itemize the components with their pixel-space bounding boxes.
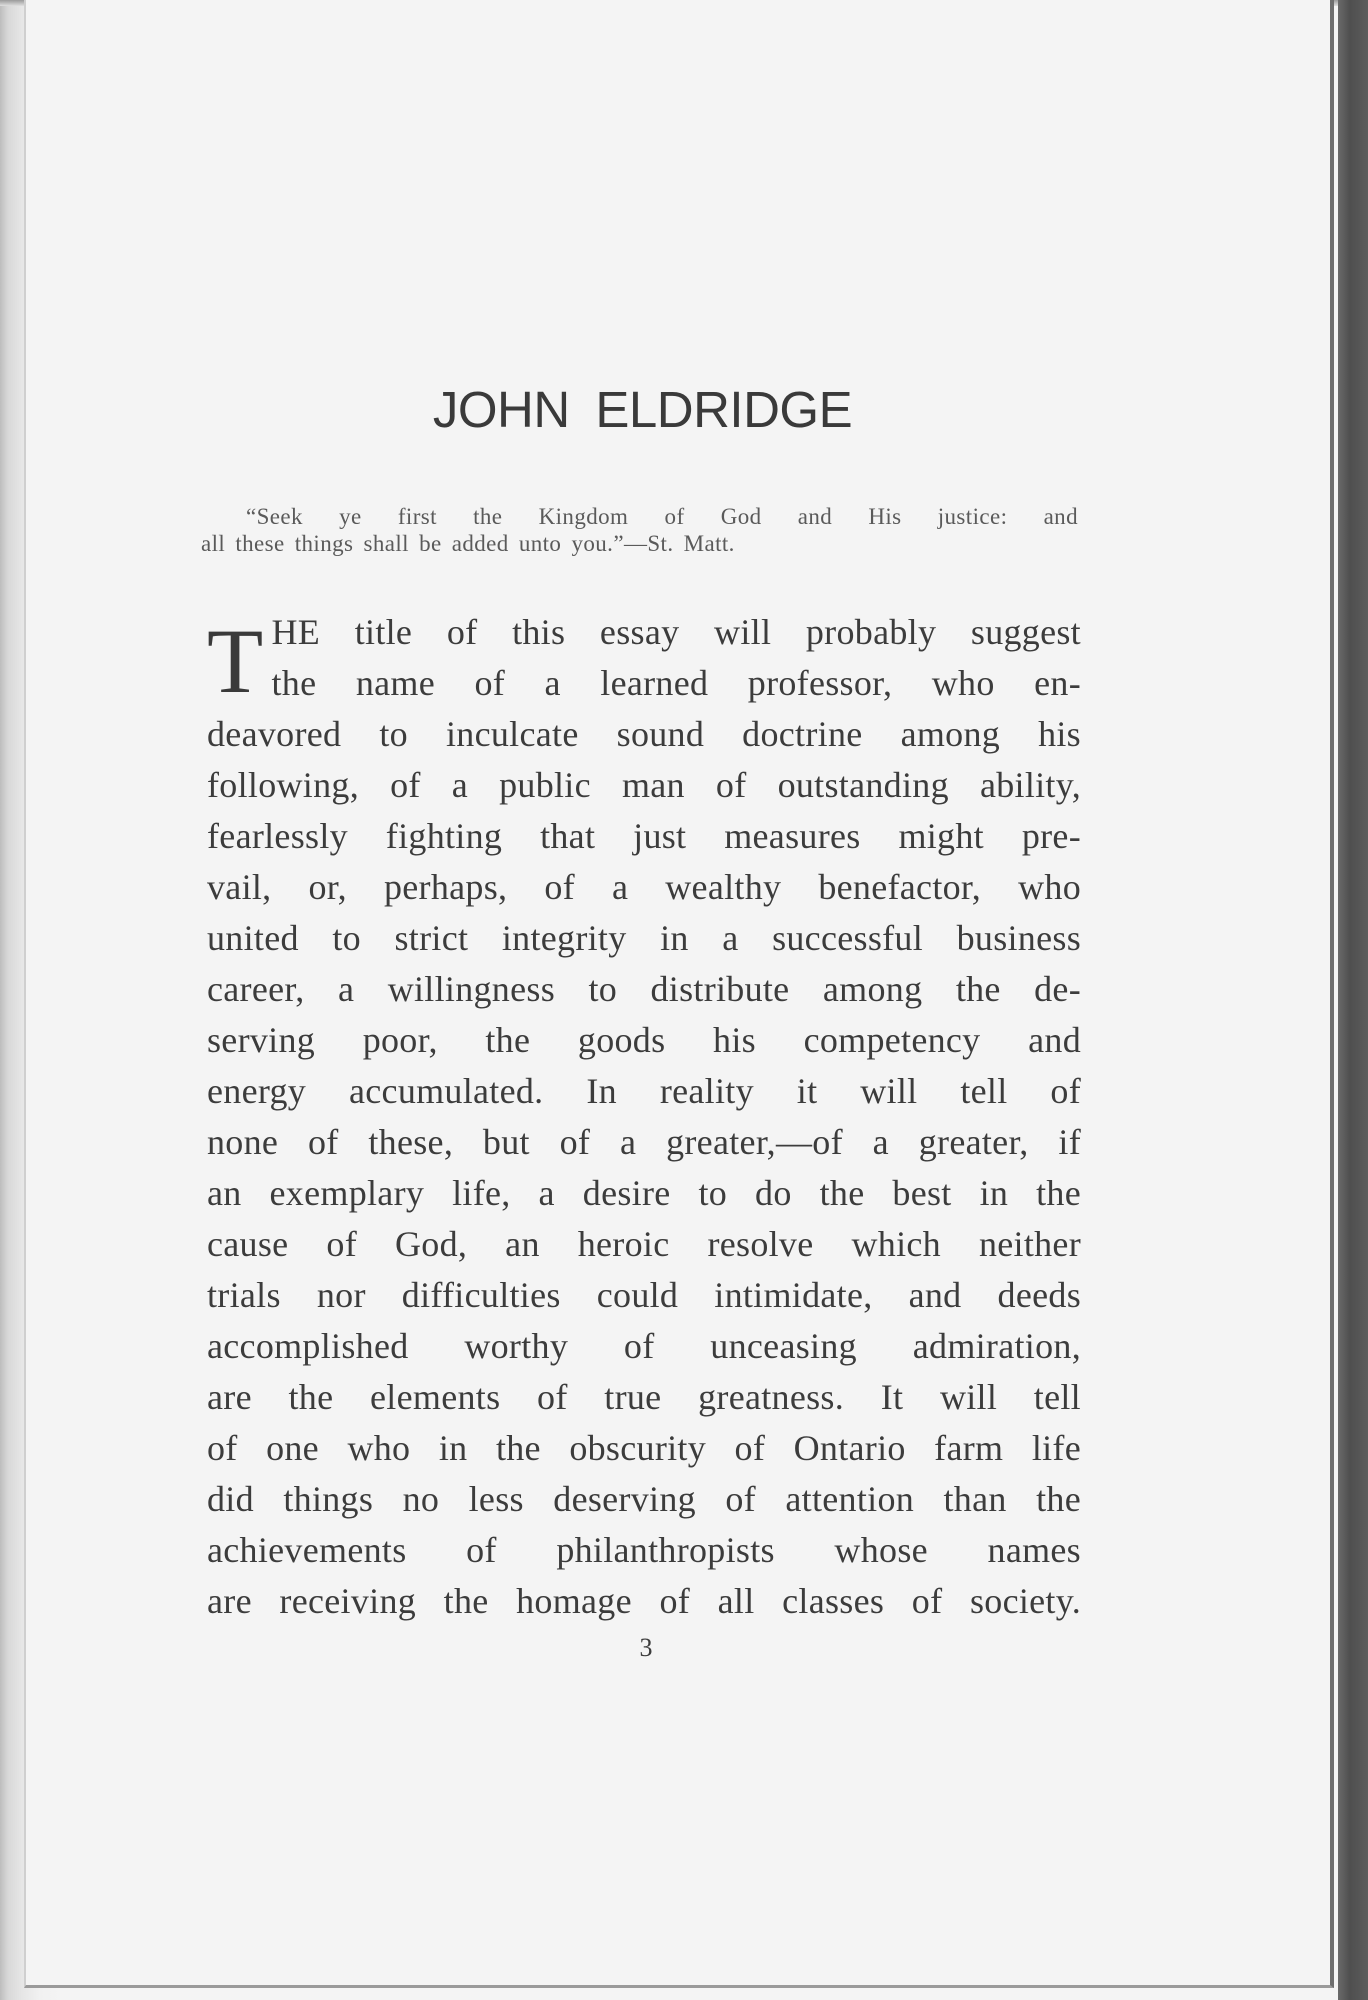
page-title: JOHN ELDRIDGE (432, 381, 853, 438)
epigraph-line-2: all these things shall be added unto you.”—St. Matt. (201, 531, 735, 556)
body-line: following, of a public man of outstanding ability, (207, 765, 1081, 805)
body-line: accomplished worthy of unceasing admiration, (207, 1326, 1081, 1366)
body-paragraph (207, 607, 1081, 1627)
body-line: serving poor, the goods his competency and (207, 1020, 1081, 1060)
body-line: fearlessly fighting that just measures might pre- (207, 816, 1081, 856)
epigraph (201, 503, 1078, 557)
body-line: are the elements of true greatness. It will tell (207, 1377, 1081, 1417)
body-line: united to strict integrity in a successful business (207, 918, 1081, 958)
body-line: the name of a learned professor, who en- (271, 663, 1081, 703)
body-line: deavored to inculcate sound doctrine among his (207, 714, 1081, 754)
page-right-edge (1338, 0, 1368, 2000)
body-line: HE title of this essay will probably suggest (271, 612, 1081, 652)
body-line: energy accumulated. In reality it will tell of (207, 1071, 1081, 1111)
page-number: 3 (639, 1633, 653, 1662)
body-line: achievements of philanthropists whose names (207, 1530, 1081, 1570)
body-line: career, a willingness to distribute among the de- (207, 969, 1081, 1009)
body-line: trials nor difficulties could intimidate, and deeds (207, 1275, 1081, 1315)
body-line: of one who in the obscurity of Ontario farm life (207, 1428, 1081, 1468)
epigraph-line-1: “Seek ye first the Kingdom of God and His justice: and (246, 504, 1078, 529)
body-line: are receiving the homage of all classes of society. (207, 1581, 1081, 1621)
body-line: an exemplary life, a desire to do the best in the (207, 1173, 1081, 1213)
body-line: none of these, but of a greater,—of a greater, if (207, 1122, 1081, 1162)
body-line: did things no less deserving of attention than the (207, 1479, 1081, 1519)
drop-cap: T (207, 610, 264, 712)
body-line: vail, or, perhaps, of a wealthy benefactor, who (207, 867, 1081, 907)
body-line: cause of God, an heroic resolve which neither (207, 1224, 1081, 1264)
book-page (24, 0, 1334, 1988)
